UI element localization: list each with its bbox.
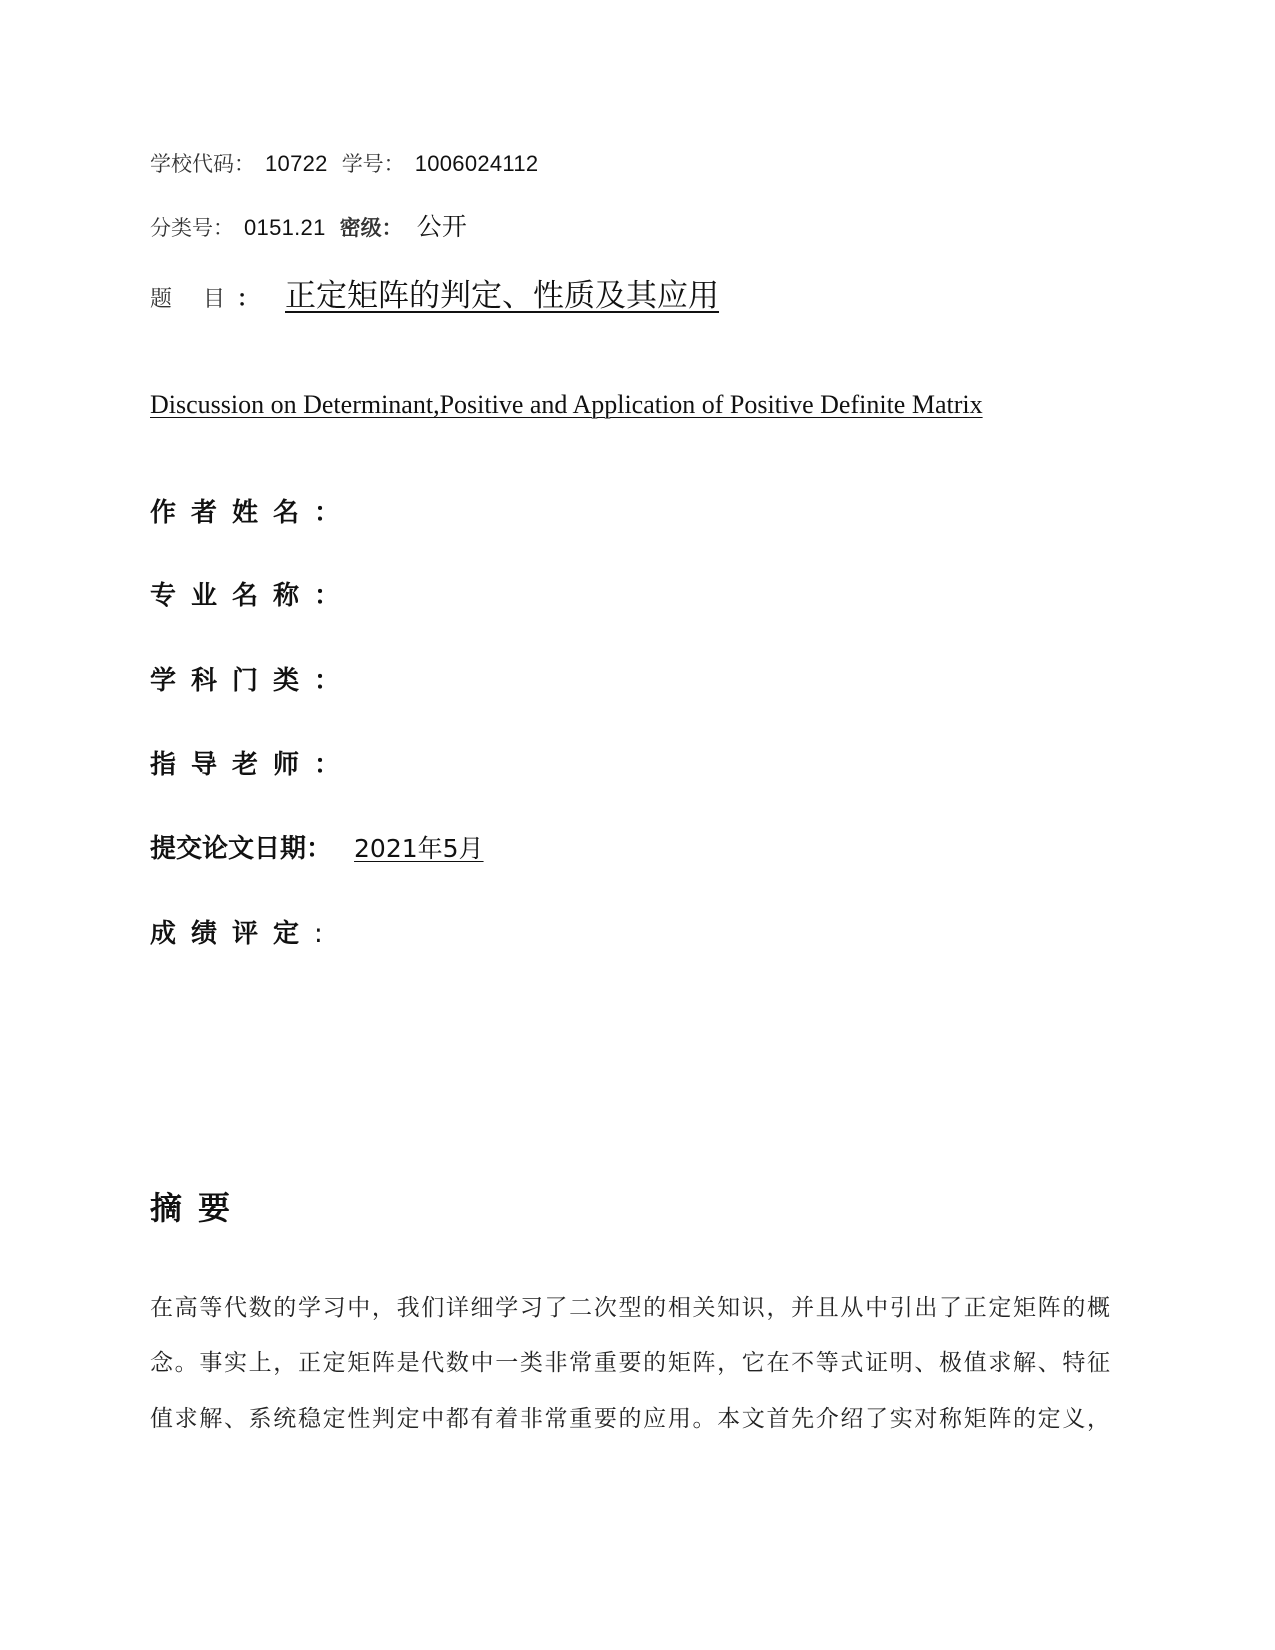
grade-colon: : [314,919,323,949]
author-field [150,492,340,529]
grade-label: 成绩评定 [150,919,315,949]
school-code-label: 学校代码： [150,152,255,176]
abstract-line: 念。事实上，正定矩阵是代数中一类非常重要的矩阵，它在不等式证明、极值求解、特征 [150,1350,1110,1376]
author-colon: ： [314,498,341,528]
submission-date-value: 2021年5月 [354,834,484,863]
abstract-line: 在高等代数的学习中，我们详细学习了二次型的相关知识，并且从中引出了正定矩阵的概 [150,1295,1110,1321]
thesis-title: 正定矩阵的判定、性质及其应用 [285,278,720,314]
advisor-colon: ： [314,750,341,780]
abstract-heading: 摘要 [150,1189,247,1227]
school-code-value: 10722 [265,151,328,176]
major-label: 专业名称 [150,581,315,611]
major-colon: ： [314,581,341,611]
abstract-line: 值求解、系统稳定性判定中都有着非常重要的应用。本文首先介绍了实对称矩阵的定义， [150,1406,1110,1432]
secret-level-value: 公开 [416,212,468,241]
advisor-label: 指导老师 [150,750,315,780]
class-no-label: 分类号： [150,216,234,240]
submission-date-colon: ： [306,834,333,864]
subject-colon: ： [314,666,341,696]
class-no-value: 0151.21 [244,215,326,240]
subject-field [150,660,340,697]
submission-date-field [150,828,484,865]
title-label: 题 目 [150,287,237,312]
title-colon: ： [237,287,260,312]
subject-label: 学科门类 [150,666,315,696]
secret-level-label: 密级： [339,215,403,240]
thesis-title-row [150,270,719,315]
student-id-label: 学号： [341,152,405,176]
author-label: 作者姓名 [150,498,315,528]
english-title: Discussion on Determinant,Positive and Application of Positive Definite Matrix [150,390,983,419]
student-id-value: 1006024112 [414,151,539,176]
school-code-row [150,148,538,178]
advisor-field [150,744,340,781]
grade-field [150,913,323,950]
classification-row [150,207,467,243]
major-field [150,575,340,612]
submission-date-label: 提交论文日期 [150,834,307,864]
